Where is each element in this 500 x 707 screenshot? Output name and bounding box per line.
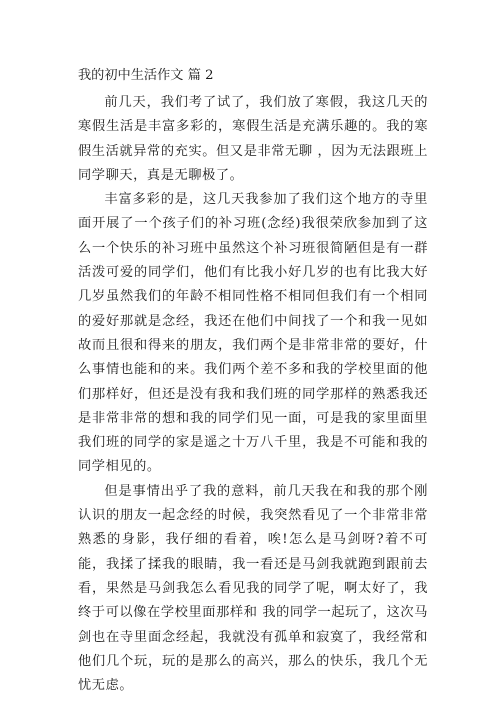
paragraph-2: 丰富多彩的是，这几天我参加了我们这个地方的寺里面开展了一个孩子们的补习班(念经)我很荣欣参加到了这么一个快乐的补习班中虽然这个补习班很简陋但是有一群活泼可爱的同学们，他们有比我小好几岁的也有比我大好几岁虽然我们的年龄不相同性格不相同但我们有一个相同的爱好那就是念经，我还在他们中间找了一个和我一见如故而且很和得来的朋友，我们两个是非常非常的要好，什么事情也能和的来。我们两个差不多和我的学校里面的他们那样好，但还是没有我和我们班的同学那样的熟悉我还是非常非常的想和我的同学们见一面，可是我的家里面里我们班的同学的家是遥之十万八千里，我是不可能和我的同学相见的。 <box>78 192 428 475</box>
document-title: 我的初中生活作文 篇 2 <box>78 68 214 83</box>
document-page <box>78 64 428 698</box>
paragraph-1: 前几天，我们考了试了，我们放了寒假，我这几天的寒假生活是丰富多彩的，寒假生活是充满乐趣的。我的寒假生活就异常的充实。但又是非常无聊 ，因为无法跟班上同学聊天，真是无聊极了。 <box>78 95 428 183</box>
paragraph-3: 但是事情出乎了我的意料，前几天我在和我的那个刚认识的朋友一起念经的时候，我突然看见了一个非常非常熟悉的身影，我仔细的看着，唉!怎么是马剑呀?着不可能，我揉了揉我的眼睛，我一看还是马剑我就跑到跟前去看，果然是马剑我怎么看见我的同学了呢，啊太好了，我终于可以像在学校里面那样和 我的同学一起玩了，这次马剑也在寺里面念经起，我就没有孤单和寂寞了，我经常和他们几个玩，玩的是那么的高兴，那么的快乐，我几个无忧无虑。 <box>78 483 428 694</box>
